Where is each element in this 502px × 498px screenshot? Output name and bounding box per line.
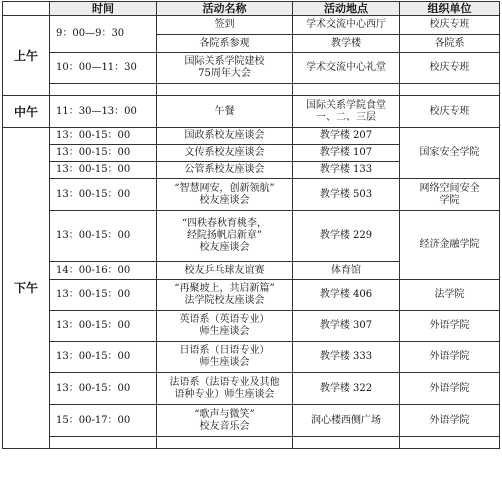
activity-location: 体育馆: [293, 262, 400, 280]
activity-name: “智慧网安，创新领航” 校友座谈会: [157, 179, 293, 211]
time-cell: 13：00-15：00: [50, 373, 157, 405]
activity-name: “再聚坡上，共启新篇” 法学院校友座谈会: [157, 280, 293, 311]
table-row: [3, 342, 500, 373]
time-cell: 13：00-15：00: [50, 145, 157, 162]
time-cell: 13：00-15：00: [50, 280, 157, 311]
activity-location: 国际关系学院食堂 一、二、三层: [293, 96, 400, 128]
activity-location: 教学楼 207: [293, 128, 400, 145]
activity-name: “歌声与微笑” 校友音乐会: [157, 405, 293, 437]
activity-name: 校友乒乓球友谊赛: [157, 262, 293, 280]
organizer: 外语学院: [400, 373, 500, 405]
period-noon: 中午: [3, 96, 50, 128]
organizer: 校庆专班: [400, 53, 500, 84]
organizer: 校庆专班: [400, 16, 500, 35]
activity-location: 教学楼 503: [293, 179, 400, 211]
table-row: [3, 405, 500, 437]
header-row: [3, 2, 500, 16]
header-location: 活动地点: [293, 2, 400, 16]
activity-location: 学术交流中心礼堂: [293, 53, 400, 84]
activity-location: 教学楼 322: [293, 373, 400, 405]
organizer: 外语学院: [400, 342, 500, 373]
organizer: 经济金融学院: [400, 211, 500, 280]
header-time: 时间: [50, 2, 157, 16]
activity-name: 国际关系学院建校 75周年大会: [157, 53, 293, 84]
organizer: 国家安全学院: [400, 128, 500, 179]
empty-cell: [293, 437, 400, 449]
header-activity-name: 活动名称: [157, 2, 293, 16]
time-cell: 14：00-16：00: [50, 262, 157, 280]
organizer: 法学院: [400, 280, 500, 311]
spacer-row: [3, 84, 500, 96]
activity-name: 签到: [157, 16, 293, 35]
time-cell: 13：00-15：00: [50, 342, 157, 373]
empty-cell: [50, 84, 157, 96]
time-cell: 15：00-17：00: [50, 405, 157, 437]
header-period: [3, 2, 50, 16]
period-afternoon: 下午: [3, 128, 50, 449]
time-cell: 10：00—11：30: [50, 53, 157, 84]
schedule-table: [2, 1, 500, 449]
time-cell: 13：00-15：00: [50, 162, 157, 179]
time-cell: 13：00-15：00: [50, 128, 157, 145]
activity-location: 教学楼 107: [293, 145, 400, 162]
table-row: [3, 128, 500, 145]
time-cell: 11：30—13：00: [50, 96, 157, 128]
time-cell: 13：00-15：00: [50, 179, 157, 211]
activity-name: 英语系（英语专业） 师生座谈会: [157, 311, 293, 342]
activity-location: 学术交流中心西厅: [293, 16, 400, 35]
activity-location: 教学楼: [293, 35, 400, 53]
activity-name: “四秩春秋育桃李， 经院扬帆启新章” 校友座谈会: [157, 211, 293, 262]
table-row: [3, 211, 500, 262]
table-row: [3, 280, 500, 311]
time-cell: 9：00—9：30: [50, 16, 157, 53]
time-cell: 13：00-15：00: [50, 311, 157, 342]
organizer: 外语学院: [400, 311, 500, 342]
empty-cell: [400, 84, 500, 96]
organizer: 网络空间安全 学院: [400, 179, 500, 211]
empty-cell: [400, 437, 500, 449]
header-organizer: 组织单位: [400, 2, 500, 16]
empty-cell: [50, 437, 157, 449]
table-row: [3, 373, 500, 405]
organizer: 各院系: [400, 35, 500, 53]
empty-cell: [293, 84, 400, 96]
activity-location: 教学楼 307: [293, 311, 400, 342]
table-row: [3, 53, 500, 84]
period-morning: 上午: [3, 16, 50, 96]
activity-location: 教学楼 333: [293, 342, 400, 373]
spacer-row: [3, 437, 500, 449]
activity-name: 各院系参观: [157, 35, 293, 53]
empty-cell: [157, 437, 293, 449]
table-row: [3, 16, 500, 35]
activity-name: 日语系（日语专业） 师生座谈会: [157, 342, 293, 373]
table-row: [3, 179, 500, 211]
activity-name: 文传系校友座谈会: [157, 145, 293, 162]
activity-location: 教学楼 229: [293, 211, 400, 262]
time-cell: 13：00-15：00: [50, 211, 157, 262]
table-row: [3, 96, 500, 128]
organizer: 外语学院: [400, 405, 500, 437]
organizer: 校庆专班: [400, 96, 500, 128]
activity-location: 教学楼 406: [293, 280, 400, 311]
activity-name: 法语系（法语专业及其他 语种专业）师生座谈会: [157, 373, 293, 405]
empty-cell: [157, 84, 293, 96]
activity-name: 公管系校友座谈会: [157, 162, 293, 179]
table-row: [3, 311, 500, 342]
activity-name: 国政系校友座谈会: [157, 128, 293, 145]
activity-location: 教学楼 133: [293, 162, 400, 179]
activity-location: 润心楼西侧广场: [293, 405, 400, 437]
activity-name: 午餐: [157, 96, 293, 128]
